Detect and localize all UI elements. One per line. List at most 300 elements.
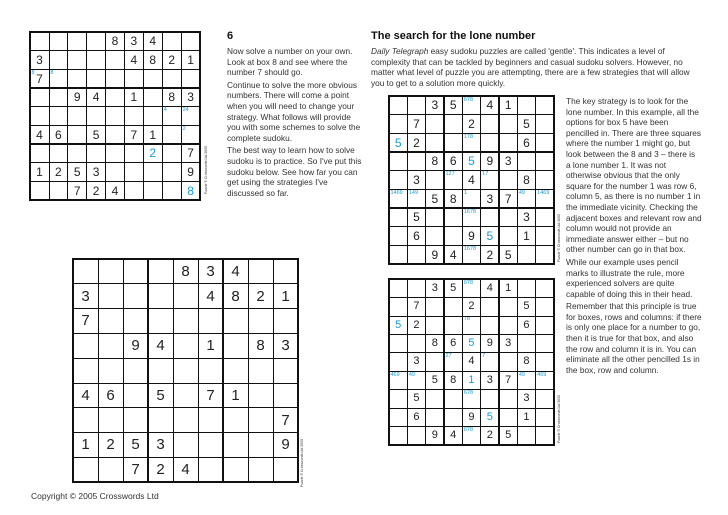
sudoku-cell bbox=[49, 144, 68, 163]
sudoku-cell: 4 bbox=[181, 461, 190, 479]
grid-line bbox=[388, 278, 555, 280]
side-paragraph: Remember that this principle is true for boxes, rows and columns: if there is only one place for a number to go, then it is true for that box, and also the row and column it is in. You can eliminate all the other pencilled 1s in the box, row and column. bbox=[566, 301, 702, 375]
sudoku-cell bbox=[123, 358, 148, 383]
sudoku-cell: 6 bbox=[523, 135, 530, 150]
sudoku-cell: 1 bbox=[231, 386, 240, 404]
grid-line bbox=[462, 279, 463, 446]
sudoku-grid-small bbox=[30, 32, 200, 200]
grid-line bbox=[73, 283, 299, 284]
sudoku-cell: 1 bbox=[281, 287, 290, 305]
sudoku-cell bbox=[106, 125, 125, 144]
pencil-mark: 678 bbox=[463, 390, 474, 397]
grid-line bbox=[389, 226, 555, 227]
sudoku-cell bbox=[389, 297, 407, 315]
sudoku-cell: 1 bbox=[523, 410, 530, 423]
sudoku-cell: 5 bbox=[431, 191, 439, 206]
side-paragraph: While our example uses pencil marks to illustrate the rule, more experienced solvers are quite capable of doing this in their head. bbox=[566, 256, 693, 299]
sudoku-cell: 3 bbox=[36, 52, 43, 67]
grid-line bbox=[389, 170, 555, 171]
sudoku-cell bbox=[223, 358, 248, 383]
side-paragraph: The key strategy is to look for the lone number. In this example, all the options for box 5 have been pencilled in. There are three squares where the number 1 might go, but look between the 8 and 3 – there is a lone number 1. It was not otherwise obvious that the only square for the number 1 was row 6, column 5, as there is no number 1 in the immediate vicinity. Checking the adjacent boxes and relevant row and column would not provide an immediate answer either – but no other number can go in that box. bbox=[566, 96, 702, 255]
grid-line bbox=[498, 95, 500, 265]
sudoku-cell: 7 bbox=[413, 300, 420, 313]
sudoku-cell bbox=[407, 279, 425, 297]
sudoku-cell bbox=[389, 171, 407, 190]
sudoku-cell bbox=[87, 32, 106, 51]
sudoku-cell bbox=[481, 297, 499, 315]
sudoku-cell bbox=[389, 353, 407, 371]
sudoku-cell bbox=[536, 115, 554, 134]
sudoku-cell bbox=[481, 115, 499, 134]
grid-line bbox=[553, 95, 555, 265]
sudoku-cell bbox=[389, 334, 407, 352]
sudoku-cell bbox=[124, 144, 143, 163]
sudoku-cell bbox=[223, 309, 248, 334]
sudoku-cell bbox=[123, 383, 148, 408]
sudoku-cell bbox=[106, 107, 125, 126]
sudoku-cell: 2 bbox=[256, 287, 265, 305]
grid-line bbox=[123, 259, 124, 483]
sudoku-cell: 9 bbox=[486, 337, 493, 350]
sudoku-cell bbox=[536, 390, 554, 408]
sudoku-cell: 2 bbox=[486, 247, 494, 262]
grid-line bbox=[389, 408, 555, 409]
sudoku-cell bbox=[106, 88, 125, 107]
grid-line bbox=[29, 31, 31, 201]
puzzle-credit: Puzzle © Crosswords Ltd 2005 bbox=[557, 213, 561, 262]
grid-line bbox=[389, 114, 555, 115]
sudoku-cell: 5 bbox=[486, 410, 493, 423]
sudoku-cell bbox=[426, 133, 444, 152]
pencil-mark: 4 bbox=[163, 107, 167, 114]
sudoku-cell bbox=[248, 358, 273, 383]
pencil-mark: 178 bbox=[463, 133, 474, 140]
sudoku-cell bbox=[162, 144, 181, 163]
sudoku-cell bbox=[426, 227, 444, 246]
sudoku-cell: 3 bbox=[504, 154, 512, 169]
sudoku-cell bbox=[273, 383, 298, 408]
grid-line bbox=[30, 69, 201, 70]
sudoku-cell bbox=[426, 353, 444, 371]
grid-line bbox=[222, 258, 224, 483]
sudoku-cell: 5 bbox=[505, 429, 512, 442]
sudoku-cell bbox=[148, 408, 173, 433]
sudoku-cell: 2 bbox=[54, 164, 62, 179]
sudoku-cell bbox=[389, 152, 407, 171]
grid-line bbox=[517, 279, 518, 446]
grid-line bbox=[29, 199, 201, 201]
sudoku-cell bbox=[143, 107, 162, 126]
sudoku-cell bbox=[426, 390, 444, 408]
grid-line bbox=[535, 279, 536, 446]
sudoku-cell bbox=[499, 297, 517, 315]
sudoku-cell: 1 bbox=[149, 127, 157, 142]
sudoku-cell: 7 bbox=[131, 461, 140, 479]
sudoku-cell bbox=[148, 309, 173, 334]
sudoku-cell: 7 bbox=[281, 411, 290, 429]
grid-line bbox=[72, 481, 299, 483]
pencil-mark: 1469 bbox=[390, 189, 403, 196]
sudoku-cell: 4 bbox=[450, 429, 457, 442]
grid-line bbox=[425, 279, 426, 446]
grid-line bbox=[388, 95, 555, 97]
pencil-mark: 678 bbox=[463, 427, 474, 434]
grid-line bbox=[98, 259, 99, 483]
sudoku-cell: 6 bbox=[54, 127, 62, 142]
sudoku-cell bbox=[87, 51, 106, 70]
sudoku-cell bbox=[517, 279, 535, 297]
sudoku-cell bbox=[499, 390, 517, 408]
sudoku-cell: 4 bbox=[156, 337, 165, 355]
grid-line bbox=[162, 32, 163, 201]
sudoku-cell bbox=[162, 125, 181, 144]
sudoku-cell: 5 bbox=[468, 154, 475, 169]
sudoku-cell bbox=[426, 297, 444, 315]
sudoku-cell bbox=[444, 390, 462, 408]
grid-line bbox=[72, 258, 299, 260]
sudoku-cell bbox=[98, 457, 123, 482]
pencil-mark: 27 bbox=[445, 353, 452, 360]
sudoku-cell: 3 bbox=[187, 90, 194, 105]
sudoku-cell: 4 bbox=[206, 287, 215, 305]
sudoku-cell bbox=[198, 432, 223, 457]
sudoku-cell bbox=[198, 408, 223, 433]
sudoku-cell: 2 bbox=[106, 436, 115, 454]
sudoku-cell: 5 bbox=[468, 337, 475, 350]
sudoku-cell bbox=[536, 208, 554, 227]
sudoku-cell: 3 bbox=[206, 262, 215, 280]
grid-line bbox=[517, 96, 518, 265]
grid-line bbox=[30, 125, 201, 126]
sudoku-cell: 3 bbox=[431, 281, 438, 294]
sudoku-cell bbox=[499, 353, 517, 371]
sudoku-cell: 4 bbox=[468, 355, 475, 368]
grid-line bbox=[73, 358, 299, 359]
sudoku-cell bbox=[426, 115, 444, 134]
sudoku-cell bbox=[536, 297, 554, 315]
sudoku-cell bbox=[444, 208, 462, 227]
grid-line bbox=[72, 258, 74, 483]
sudoku-cell: 2 bbox=[413, 318, 420, 331]
sudoku-cell bbox=[273, 358, 298, 383]
sudoku-cell: 1 bbox=[36, 164, 43, 179]
sudoku-cell: 5 bbox=[395, 318, 402, 331]
sudoku-cell: 6 bbox=[523, 318, 530, 331]
sudoku-cell bbox=[106, 144, 125, 163]
sudoku-cell bbox=[536, 334, 554, 352]
sudoku-cell: 3 bbox=[413, 172, 420, 187]
sudoku-grid-example-2 bbox=[389, 279, 554, 445]
sudoku-cell: 9 bbox=[431, 247, 439, 262]
sudoku-cell: 9 bbox=[187, 164, 194, 179]
sudoku-cell bbox=[124, 107, 143, 126]
sudoku-cell: 3 bbox=[156, 436, 165, 454]
sudoku-cell bbox=[68, 125, 87, 144]
grid-line bbox=[198, 259, 199, 483]
sudoku-cell: 7 bbox=[187, 146, 194, 161]
sudoku-cell bbox=[248, 432, 273, 457]
sudoku-cell: 2 bbox=[92, 183, 100, 198]
grid-line bbox=[86, 31, 88, 201]
sudoku-cell bbox=[124, 163, 143, 182]
sudoku-cell bbox=[98, 333, 123, 358]
sudoku-cell bbox=[162, 69, 181, 88]
sudoku-cell bbox=[481, 390, 499, 408]
pencil-mark: 78 bbox=[463, 316, 470, 323]
sudoku-cell bbox=[499, 316, 517, 334]
left-paragraph: Now solve a number on your own. Look at box 8 and see where the number 7 should go. bbox=[227, 46, 353, 78]
sudoku-cell: 2 bbox=[486, 429, 493, 442]
left-paragraph: Continue to solve the more obvious numbers. There will come a point when you will need to change your strategy. What follows will provide you with some schemes to solve the complete sudoku. bbox=[227, 79, 361, 143]
sudoku-cell bbox=[426, 408, 444, 426]
pencil-mark: 1678 bbox=[463, 245, 477, 252]
sudoku-cell bbox=[143, 181, 162, 200]
pencil-mark: 127 bbox=[445, 171, 455, 178]
grid-line bbox=[389, 133, 555, 134]
sudoku-cell bbox=[223, 457, 248, 482]
sudoku-cell: 3 bbox=[486, 373, 493, 386]
sudoku-cell: 4 bbox=[468, 172, 475, 187]
sudoku-cell: 8 bbox=[449, 191, 457, 206]
sudoku-cell bbox=[68, 32, 87, 51]
sudoku-cell bbox=[499, 115, 517, 134]
grid-line bbox=[73, 383, 299, 384]
sudoku-cell: 9 bbox=[468, 410, 475, 423]
sudoku-cell: 3 bbox=[130, 34, 138, 49]
sudoku-cell bbox=[481, 208, 499, 227]
sudoku-cell bbox=[173, 432, 198, 457]
sudoku-cell bbox=[143, 163, 162, 182]
sudoku-cell bbox=[426, 208, 444, 227]
sudoku-cell: 3 bbox=[431, 98, 439, 113]
sudoku-cell: 1 bbox=[206, 337, 215, 355]
sudoku-cell bbox=[181, 69, 200, 88]
sudoku-cell: 8 bbox=[450, 373, 457, 386]
grid-line bbox=[388, 389, 555, 391]
sudoku-cell bbox=[273, 457, 298, 482]
sudoku-cell bbox=[49, 51, 68, 70]
sudoku-cell bbox=[536, 245, 554, 264]
sudoku-cell: 9 bbox=[431, 429, 438, 442]
sudoku-cell bbox=[30, 144, 49, 163]
sudoku-cell bbox=[73, 358, 98, 383]
sudoku-cell bbox=[407, 96, 425, 115]
sudoku-cell bbox=[389, 227, 407, 246]
sudoku-cell bbox=[389, 245, 407, 264]
grid-line bbox=[147, 258, 149, 483]
puzzle-credit: Puzzle © Crosswords Ltd 2005 bbox=[557, 394, 561, 443]
sudoku-cell: 3 bbox=[92, 164, 100, 179]
sudoku-cell: 2 bbox=[156, 461, 165, 479]
sudoku-cell: 4 bbox=[449, 247, 457, 262]
sudoku-cell: 8 bbox=[256, 337, 265, 355]
sudoku-cell: 5 bbox=[131, 436, 140, 454]
grid-line bbox=[72, 333, 299, 335]
grid-line bbox=[407, 96, 408, 265]
grid-line bbox=[73, 308, 299, 309]
sudoku-cell bbox=[536, 279, 554, 297]
pencil-mark: 49 bbox=[518, 189, 525, 196]
sudoku-cell bbox=[148, 259, 173, 284]
sudoku-cell bbox=[517, 334, 535, 352]
grid-line bbox=[480, 96, 481, 265]
intro-source: Daily Telegraph bbox=[371, 46, 429, 56]
sudoku-cell bbox=[248, 259, 273, 284]
sudoku-cell bbox=[444, 297, 462, 315]
grid-line bbox=[30, 50, 201, 51]
sudoku-cell: 3 bbox=[81, 287, 90, 305]
sudoku-cell bbox=[30, 107, 49, 126]
sudoku-cell: 7 bbox=[206, 386, 215, 404]
sudoku-cell bbox=[389, 390, 407, 408]
sudoku-cell: 6 bbox=[450, 337, 457, 350]
sudoku-cell bbox=[73, 333, 98, 358]
sudoku-grid-example-1 bbox=[389, 96, 554, 264]
sudoku-cell bbox=[536, 152, 554, 171]
sudoku-cell bbox=[389, 427, 407, 445]
sudoku-cell bbox=[536, 96, 554, 115]
sudoku-cell: 5 bbox=[486, 228, 494, 243]
sudoku-cell bbox=[536, 171, 554, 190]
sudoku-cell: 6 bbox=[413, 228, 420, 243]
sudoku-cell: 2 bbox=[168, 52, 175, 67]
grid-line bbox=[388, 263, 555, 265]
sudoku-cell: 8 bbox=[187, 183, 194, 198]
sudoku-cell: 5 bbox=[449, 98, 457, 113]
sudoku-cell: 2 bbox=[468, 300, 475, 313]
sudoku-cell bbox=[173, 408, 198, 433]
grid-line bbox=[388, 278, 390, 446]
sudoku-cell: 1 bbox=[130, 90, 138, 105]
grid-line bbox=[297, 258, 299, 483]
sudoku-cell bbox=[198, 309, 223, 334]
sudoku-grid-large bbox=[73, 259, 298, 482]
sudoku-cell: 9 bbox=[73, 90, 81, 105]
sudoku-cell bbox=[536, 133, 554, 152]
sudoku-cell bbox=[223, 333, 248, 358]
sudoku-cell bbox=[407, 334, 425, 352]
sudoku-cell bbox=[389, 279, 407, 297]
grid-line bbox=[443, 278, 445, 446]
grid-line bbox=[388, 334, 555, 336]
pencil-mark: 7 bbox=[482, 353, 486, 360]
pencil-mark: 469 bbox=[390, 371, 400, 378]
sudoku-cell bbox=[223, 432, 248, 457]
sudoku-cell: 4 bbox=[81, 386, 90, 404]
sudoku-cell: 4 bbox=[130, 52, 138, 67]
pencil-mark: 149 bbox=[408, 189, 419, 196]
sudoku-cell bbox=[444, 316, 462, 334]
sudoku-cell: 2 bbox=[413, 135, 420, 150]
sudoku-cell bbox=[536, 427, 554, 445]
sudoku-cell bbox=[49, 107, 68, 126]
grid-line bbox=[425, 96, 426, 265]
sudoku-cell bbox=[198, 457, 223, 482]
sudoku-cell bbox=[426, 316, 444, 334]
sudoku-cell: 4 bbox=[92, 90, 100, 105]
sudoku-cell bbox=[517, 96, 535, 115]
sudoku-cell: 3 bbox=[523, 210, 530, 225]
sudoku-cell: 5 bbox=[413, 210, 420, 225]
side-text bbox=[566, 96, 702, 377]
grid-line bbox=[30, 181, 201, 182]
grid-line bbox=[73, 457, 299, 458]
sudoku-cell: 3 bbox=[505, 337, 512, 350]
sudoku-cell bbox=[49, 32, 68, 51]
sudoku-cell bbox=[517, 245, 535, 264]
sudoku-cell bbox=[444, 115, 462, 134]
sudoku-cell: 1 bbox=[468, 373, 475, 386]
sudoku-cell bbox=[87, 69, 106, 88]
sudoku-cell: 9 bbox=[281, 436, 290, 454]
sudoku-cell: 3 bbox=[281, 337, 290, 355]
sudoku-cell bbox=[389, 408, 407, 426]
sudoku-cell bbox=[223, 408, 248, 433]
grid-line bbox=[72, 407, 299, 409]
sudoku-cell bbox=[30, 32, 49, 51]
grid-line bbox=[389, 371, 555, 372]
sudoku-cell: 5 bbox=[523, 116, 530, 131]
sudoku-cell bbox=[173, 333, 198, 358]
sudoku-cell: 6 bbox=[106, 386, 115, 404]
pencil-mark: 24 bbox=[182, 107, 189, 114]
sudoku-cell: 6 bbox=[413, 410, 420, 423]
puzzle-credit: Puzzle © Crosswords Ltd 2005 bbox=[204, 145, 208, 194]
grid-line bbox=[29, 31, 201, 33]
sudoku-cell bbox=[536, 227, 554, 246]
grid-line bbox=[480, 279, 481, 446]
sudoku-cell: 7 bbox=[504, 191, 512, 206]
sudoku-cell: 8 bbox=[231, 287, 240, 305]
grid-line bbox=[389, 316, 555, 317]
grid-line bbox=[181, 32, 182, 201]
grid-line bbox=[30, 162, 201, 163]
sudoku-cell: 4 bbox=[111, 183, 119, 198]
sudoku-cell bbox=[123, 259, 148, 284]
sudoku-cell bbox=[162, 163, 181, 182]
sudoku-cell bbox=[173, 284, 198, 309]
sudoku-cell: 5 bbox=[156, 386, 165, 404]
sudoku-cell bbox=[98, 284, 123, 309]
sudoku-cell: 5 bbox=[394, 135, 402, 150]
sudoku-cell bbox=[30, 181, 49, 200]
grid-line bbox=[29, 143, 201, 145]
left-paragraph: The best way to learn how to solve sudoku is to practice. So I've put this sudoku below. See how far you can get using the strategies I've discussed so far. bbox=[227, 145, 362, 198]
grid-line bbox=[143, 31, 145, 201]
grid-line bbox=[389, 426, 555, 427]
sudoku-cell bbox=[248, 408, 273, 433]
sudoku-cell: 7 bbox=[36, 71, 43, 86]
copyright: Copyright © 2005 Crosswords Ltd bbox=[31, 491, 159, 501]
sudoku-cell bbox=[499, 227, 517, 246]
sudoku-cell bbox=[426, 171, 444, 190]
sudoku-cell bbox=[499, 133, 517, 152]
pencil-mark: 469 bbox=[537, 371, 547, 378]
sudoku-cell bbox=[98, 309, 123, 334]
grid-line bbox=[30, 106, 201, 107]
sudoku-cell bbox=[87, 107, 106, 126]
grid-line bbox=[388, 444, 555, 446]
grid-line bbox=[49, 32, 50, 201]
sudoku-cell bbox=[181, 32, 200, 51]
grid-line bbox=[388, 151, 555, 153]
grid-line bbox=[67, 32, 68, 201]
sudoku-cell: 8 bbox=[111, 34, 119, 49]
sudoku-cell bbox=[68, 51, 87, 70]
grid-line bbox=[29, 87, 201, 89]
pencil-mark: 17 bbox=[482, 171, 489, 178]
sudoku-cell bbox=[481, 133, 499, 152]
